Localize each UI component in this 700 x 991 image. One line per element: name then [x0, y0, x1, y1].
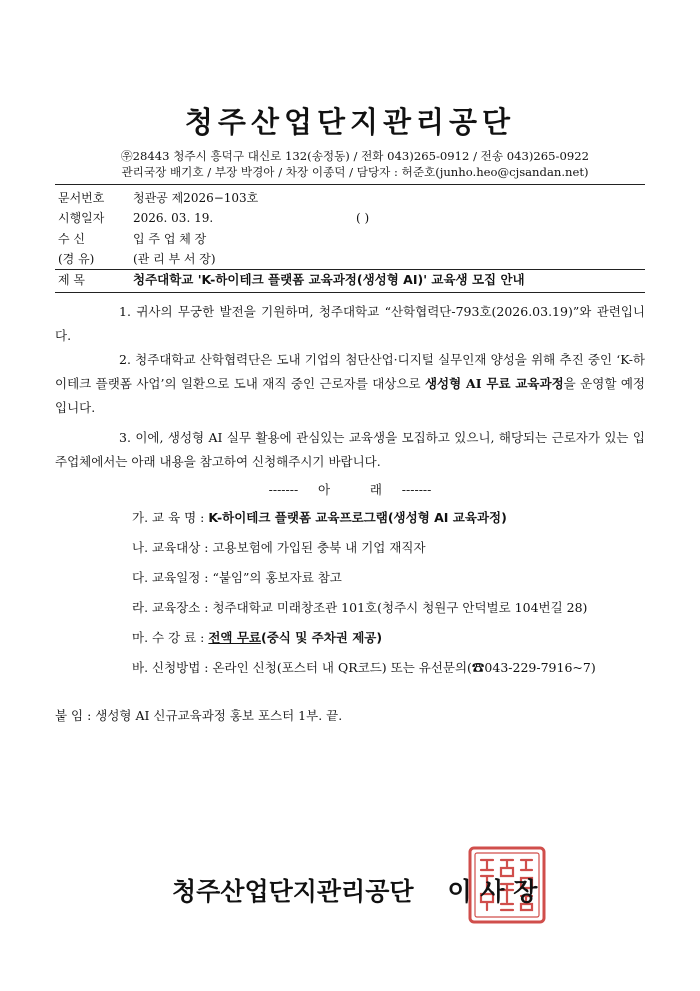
paragraph-2-emphasis: 생성형 AI 무료 교육과정 — [424, 376, 564, 391]
contact-address-line: ㉾28443 청주시 흥덕구 대신로 132(송정동) / 전화 043)265-0912 / 전송 043)265-0922 — [121, 149, 589, 163]
signer-title: 이 사 장 — [447, 877, 538, 906]
list-item — [132, 626, 652, 650]
paragraph-2 — [55, 348, 645, 420]
item-label: 마. 수 강 료 : — [132, 630, 209, 645]
paragraph-2-text: 2. 청주대학교 산학협력단은 도내 기업의 첨단산업·디지털 실무인재 양성을 위해 추진 중인 ‘K-하이테크 플랫폼 사업’의 일환으로 도내 재직 중인 근로자를 대상으로 — [55, 352, 645, 391]
item-label: 나. 교육대상 : — [132, 540, 213, 555]
item-label: 다. 교육일정 : — [132, 570, 213, 585]
item-label: 가. 교 육 명 : — [132, 510, 209, 525]
subject-value: 청주대학교 'K-하이테크 플랫폼 교육과정(생성형 AI)' 교육생 모집 안내 — [133, 272, 525, 287]
list-item — [132, 656, 652, 680]
recipient-value: 입 주 업 체 장 — [133, 232, 207, 246]
item-value: 온라인 신청(포스터 내 QR코드) 또는 유선문의(☎043-229-7916~7) — [212, 660, 596, 675]
recipient-row — [58, 229, 648, 249]
paragraph-2-text-end: 을 운영할 예정입니다. — [55, 376, 645, 415]
contact-staff-line: 관리국장 배기호 / 부장 박경아 / 차장 이종덕 / 담당자 : 허준호(junho.heo@cjsandan.net) — [121, 165, 589, 179]
signer-organization: 청주산업단지관리공단 — [172, 877, 414, 906]
paragraph-1-text: 1. 귀사의 무궁한 발전을 기원하며, 청주대학교 “산학협력단-793호(2026.03.19)”와 관련입니다. — [55, 304, 645, 343]
item-value: “붙임”의 홍보자료 참고 — [212, 570, 342, 585]
item-label: 라. 교육장소 : — [132, 600, 213, 615]
paragraph-3-text: 3. 이에, 생성형 AI 실무 활용에 관심있는 교육생을 모집하고 있으니, 해당되는 근로자가 있는 입주업체에서는 아래 내용을 참고하여 신청해주시기 바랍니다. — [55, 430, 645, 469]
date-row — [58, 208, 648, 228]
recipient-label: 수 신 — [58, 232, 85, 246]
header-top-rule — [55, 184, 645, 185]
item-value: 청주대학교 미래창조관 101호(청주시 청원구 안덕벌로 104번길 28) — [212, 600, 588, 615]
organization-title: 청주산업단지관리공단 — [184, 105, 516, 139]
list-item — [132, 566, 652, 590]
via-label: (경 유) — [58, 252, 95, 266]
doc-number-label: 문서번호 — [58, 191, 105, 205]
date-value: 2026. 03. 19. — [133, 211, 214, 225]
list-item — [132, 596, 652, 620]
via-value: (관 리 부 서 장) — [133, 252, 216, 266]
item-label: 바. 신청방법 : — [132, 660, 213, 675]
subject-row — [58, 270, 648, 290]
via-row — [58, 249, 648, 269]
paragraph-3 — [55, 426, 645, 474]
item-value: 고용보험에 가입된 충북 내 기업 재직자 — [212, 540, 426, 555]
list-item — [132, 536, 652, 560]
doc-number-row — [58, 188, 648, 208]
item-value-note: (중식 및 주차권 제공) — [261, 630, 383, 645]
subject-label: 제 목 — [58, 273, 85, 287]
paragraph-1 — [55, 300, 645, 348]
list-item — [132, 506, 652, 530]
date-paren: ( ) — [356, 211, 370, 225]
item-value: K-하이테크 플랫폼 교육프로그램(생성형 AI 교육과정) — [208, 510, 507, 525]
attachment-line: 붙 임 : 생성형 AI 신규교육과정 홍보 포스터 1부. 끝. — [55, 708, 343, 723]
signer-line — [172, 872, 537, 908]
date-label: 시행일자 — [58, 211, 105, 225]
header-bottom-rule — [55, 292, 645, 293]
doc-number-value: 청관공 제2026−103호 — [133, 191, 259, 205]
notice-divider: ------- 아 래 ------- — [268, 482, 432, 497]
item-value-underlined: 전액 무료 — [208, 630, 262, 645]
